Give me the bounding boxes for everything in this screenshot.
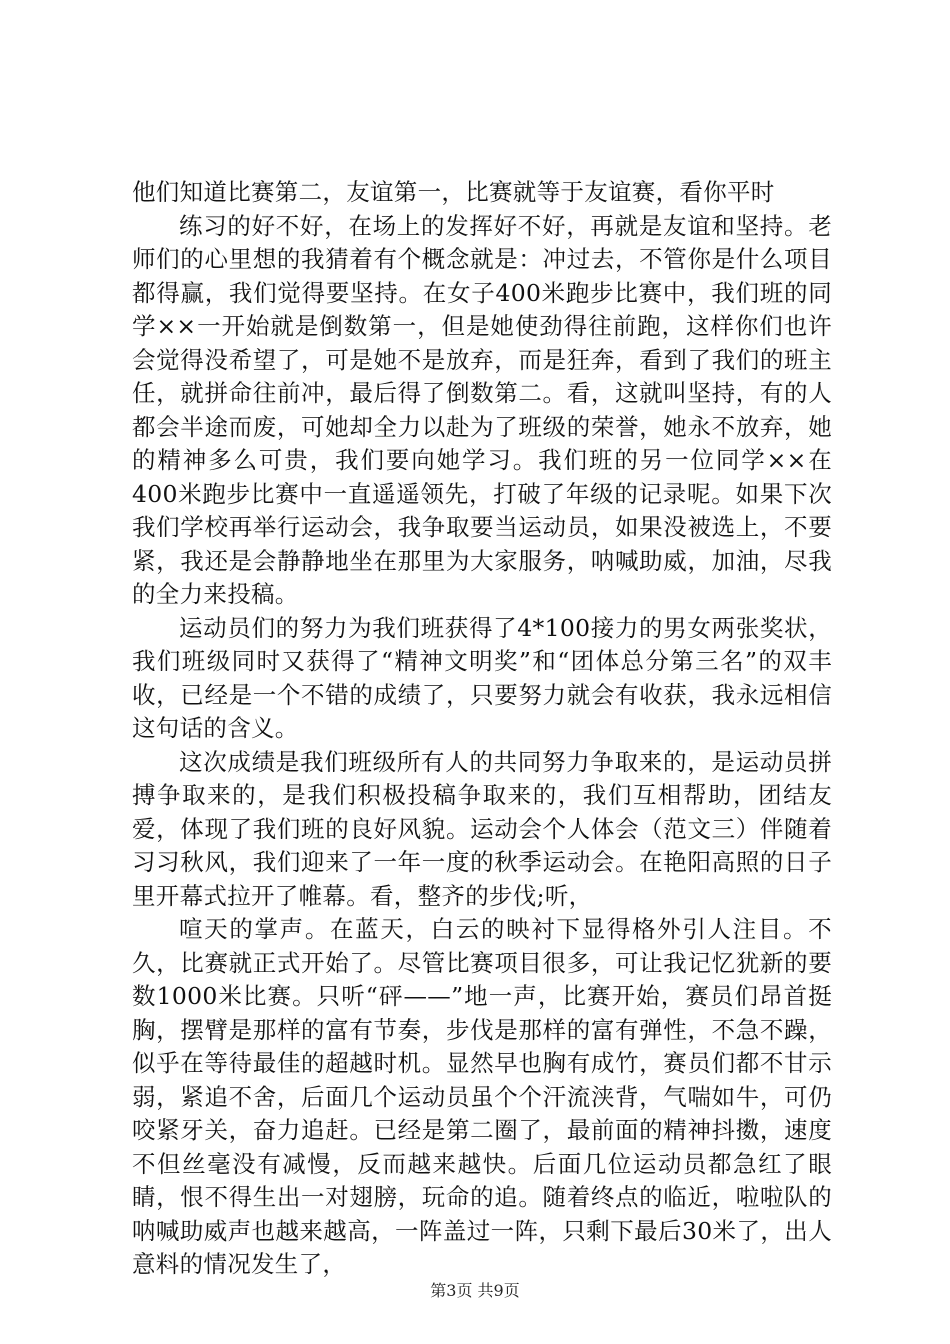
paragraph-1: 他们知道比赛第二，友谊第一，比赛就等于友谊赛，看你平时 xyxy=(132,178,775,206)
paragraph-5: 喧天的掌声。在蓝天，白云的映衬下显得格外引人注目。不久，比赛就正式开始了。尽管比赛项目很多，可让我记忆犹新的要数1000米比赛。只听“砰——”地一声，比赛开始，赛员们昂首挺胸，摆臂是那样的富有节奏，步伐是那样的富有弹性，不急不躁，似乎在等待最佳的超越时机。显然早也胸有成竹，赛员们都不甘示弱，紧追不舍，后面几个运动员虽个个汗流浃背，气喘如牛，可仍咬紧牙关，奋力追赶。已经是第二圈了，最前面的精神抖擞，速度不但丝毫没有减慢，反而越来越快。后面几位运动员都急红了眼睛，恨不得生出一对翅膀，玩命的追。随着终点的临近，啦啦队的呐喊助威声也越来越高，一阵盖过一阵，只剩下最后30米了，出人意料的情况发生了， xyxy=(132,915,832,1278)
body-text xyxy=(132,176,832,1282)
paragraph-2: 练习的好不好，在场上的发挥好不好，再就是友谊和坚持。老师们的心里想的我猜着有个概念就是：冲过去，不管你是什么项目都得赢，我们觉得要坚持。在女子400米跑步比赛中，我们班的同学××一开始就是倒数第一，但是她使劲得往前跑，这样你们也许会觉得没希望了，可是她不是放弃，而是狂奔，看到了我们的班主任，就拼命往前冲，最后得了倒数第二。看，这就叫坚持，有的人都会半途而废，可她却全力以赴为了班级的荣誉，她永不放弃，她的精神多么可贵，我们要向她学习。我们班的另一位同学××在400米跑步比赛中一直遥遥领先，打破了年级的记录呢。如果下次我们学校再举行运动会，我争取要当运动员，如果没被选上，不要紧，我还是会静静地坐在那里为大家服务，呐喊助威，加油，尽我的全力来投稿。 xyxy=(132,211,832,608)
paragraph-4: 这次成绩是我们班级所有人的共同努力争取来的，是运动员拼搏争取来的，是我们积极投稿争取来的，我们互相帮助，团结友爱，体现了我们班的良好风貌。运动会个人体会（范文三）伴随着习习秋风，我们迎来了一年一度的秋季运动会。在艳阳高照的日子里开幕式拉开了帷幕。看，整齐的步伐;听， xyxy=(132,747,832,910)
page-number-footer: 第3页 共9页 xyxy=(430,1281,520,1300)
paragraph-3: 运动员们的努力为我们班获得了4*100接力的男女两张奖状，我们班级同时又获得了“精神文明奖”和“团体总分第三名”的双丰收，已经是一个不错的成绩了，只要努力就会有收获，我永远相信这句话的含义。 xyxy=(132,613,832,742)
